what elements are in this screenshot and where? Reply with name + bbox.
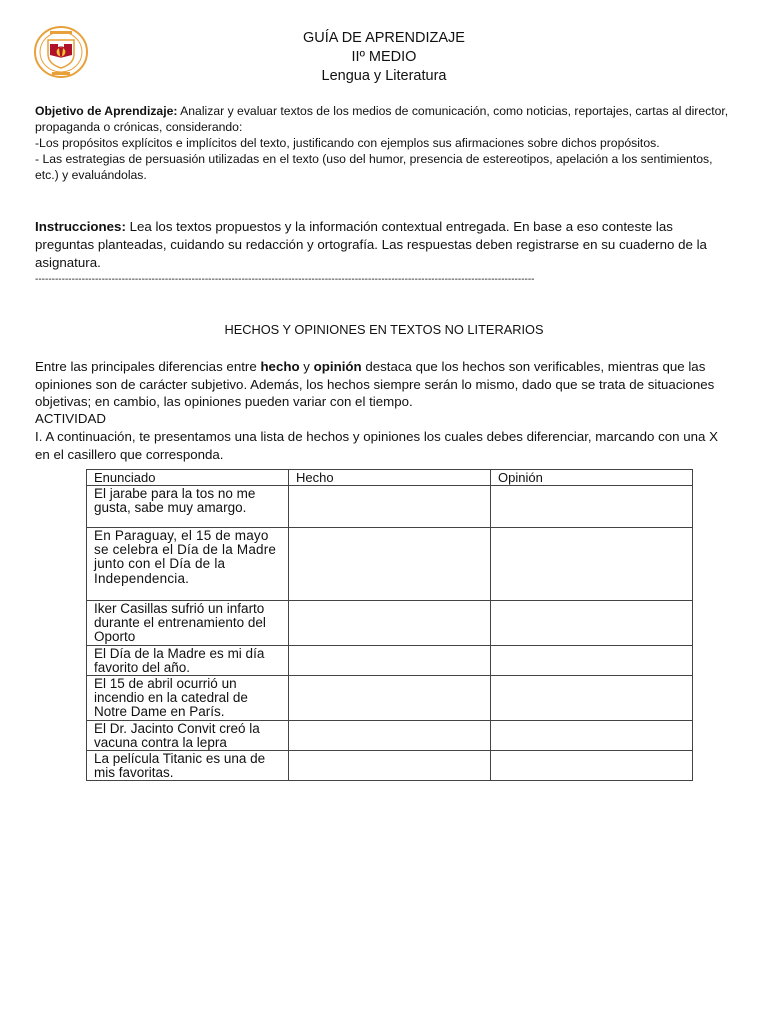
- table-row: [87, 720, 693, 750]
- section-title: HECHOS Y OPINIONES EN TEXTOS NO LITERARIOS: [224, 322, 544, 337]
- fact-answer-cell[interactable]: [289, 676, 491, 721]
- activity-section: [35, 410, 735, 464]
- statement-cell: El Día de la Madre es mi día favorito del año.: [87, 645, 289, 675]
- opinion-answer-cell[interactable]: [491, 645, 693, 675]
- subject-name: Lengua y Literatura: [321, 68, 447, 84]
- term-opinion: opinión: [313, 359, 362, 374]
- fact-answer-cell[interactable]: [289, 720, 491, 750]
- instructions-text: Lea los textos propuestos y la información contextual entregada. En base a eso conteste las preguntas planteadas, cuidando su redacción y ortografía. Las respuestas deben registrarse en su cuaderno de la asignatura.: [35, 219, 707, 270]
- instructions-label: Instrucciones:: [35, 219, 126, 234]
- objective-paragraph: [35, 103, 735, 135]
- statement-cell: En Paraguay, el 15 de mayo se celebra el Día de la Madre junto con el Día de la Independencia.: [87, 528, 289, 601]
- fact-answer-cell[interactable]: [289, 486, 491, 528]
- opinion-answer-cell[interactable]: [491, 751, 693, 781]
- opinion-answer-cell[interactable]: [491, 601, 693, 646]
- dashed-separator: ------------------------------------------------------------------------------------------------------------------------------------------------------: [35, 274, 535, 285]
- opinion-answer-cell[interactable]: [491, 528, 693, 601]
- objective-text: Analizar y evaluar textos de los medios de comunicación, como noticias, reportajes, cartas al director, propaganda o crónicas, considerando:: [35, 104, 729, 134]
- learning-objective: [35, 103, 735, 183]
- table-row: [87, 486, 693, 528]
- opinion-answer-cell[interactable]: [491, 676, 693, 721]
- objective-label: Objetivo de Aprendizaje:: [35, 104, 178, 118]
- statement-cell: Iker Casillas sufrió un infarto durante el entrenamiento del Oporto: [87, 601, 289, 646]
- fact-answer-cell[interactable]: [289, 601, 491, 646]
- table-row: [87, 645, 693, 675]
- grade-level: IIº MEDIO: [351, 49, 417, 65]
- opinion-answer-cell[interactable]: [491, 486, 693, 528]
- statement-cell: El 15 de abril ocurrió un incendio en la catedral de Notre Dame en París.: [87, 676, 289, 721]
- intro-paragraph: [35, 358, 735, 411]
- table-row: [87, 528, 693, 601]
- facts-opinions-table: [86, 469, 693, 781]
- opinion-answer-cell[interactable]: [491, 720, 693, 750]
- statement-cell: La película Titanic es una de mis favoritas.: [87, 751, 289, 781]
- intro-text-1: Entre las principales diferencias entre: [35, 359, 261, 374]
- statement-cell: El Dr. Jacinto Convit creó la vacuna contra la lepra: [87, 720, 289, 750]
- document-header: [0, 29, 768, 86]
- intro-text-2: y: [299, 359, 314, 374]
- table-row: [87, 601, 693, 646]
- column-header-opinion: Opinión: [491, 470, 693, 486]
- table-row: [87, 751, 693, 781]
- statement-cell: El jarabe para la tos no me gusta, sabe muy amargo.: [87, 486, 289, 528]
- table-row: [87, 676, 693, 721]
- term-hecho: hecho: [260, 359, 300, 374]
- objective-point-1: -Los propósitos explícitos e implícitos del texto, justificando con ejemplos sus afirmaciones sobre dichos propósitos.: [35, 136, 660, 150]
- objective-point-2: - Las estrategias de persuasión utilizadas en el texto (uso del humor, presencia de estereotipos, apelación a los sentimientos, etc.) y evaluándolas.: [35, 152, 713, 182]
- intro-text-3: destaca que los hechos son verificables, mientras que las opiniones son de carácter subjetivo. Además, los hechos siempre serán lo mismo, dado que se trata de situaciones objetivas; en cambio, las opiniones pueden variar con el tiempo.: [35, 359, 715, 409]
- fact-answer-cell[interactable]: [289, 751, 491, 781]
- activity-title: ACTIVIDAD: [35, 411, 106, 426]
- table-header-row: [87, 470, 693, 486]
- fact-answer-cell[interactable]: [289, 645, 491, 675]
- fact-answer-cell[interactable]: [289, 528, 491, 601]
- column-header-fact: Hecho: [289, 470, 491, 486]
- guide-title: GUÍA DE APRENDIZAJE: [303, 30, 465, 46]
- instructions: [35, 218, 735, 272]
- activity-instruction: I. A continuación, te presentamos una lista de hechos y opiniones los cuales debes diferenciar, marcando con una X en el casillero que corresponda.: [35, 429, 719, 462]
- column-header-statement: Enunciado: [87, 470, 289, 486]
